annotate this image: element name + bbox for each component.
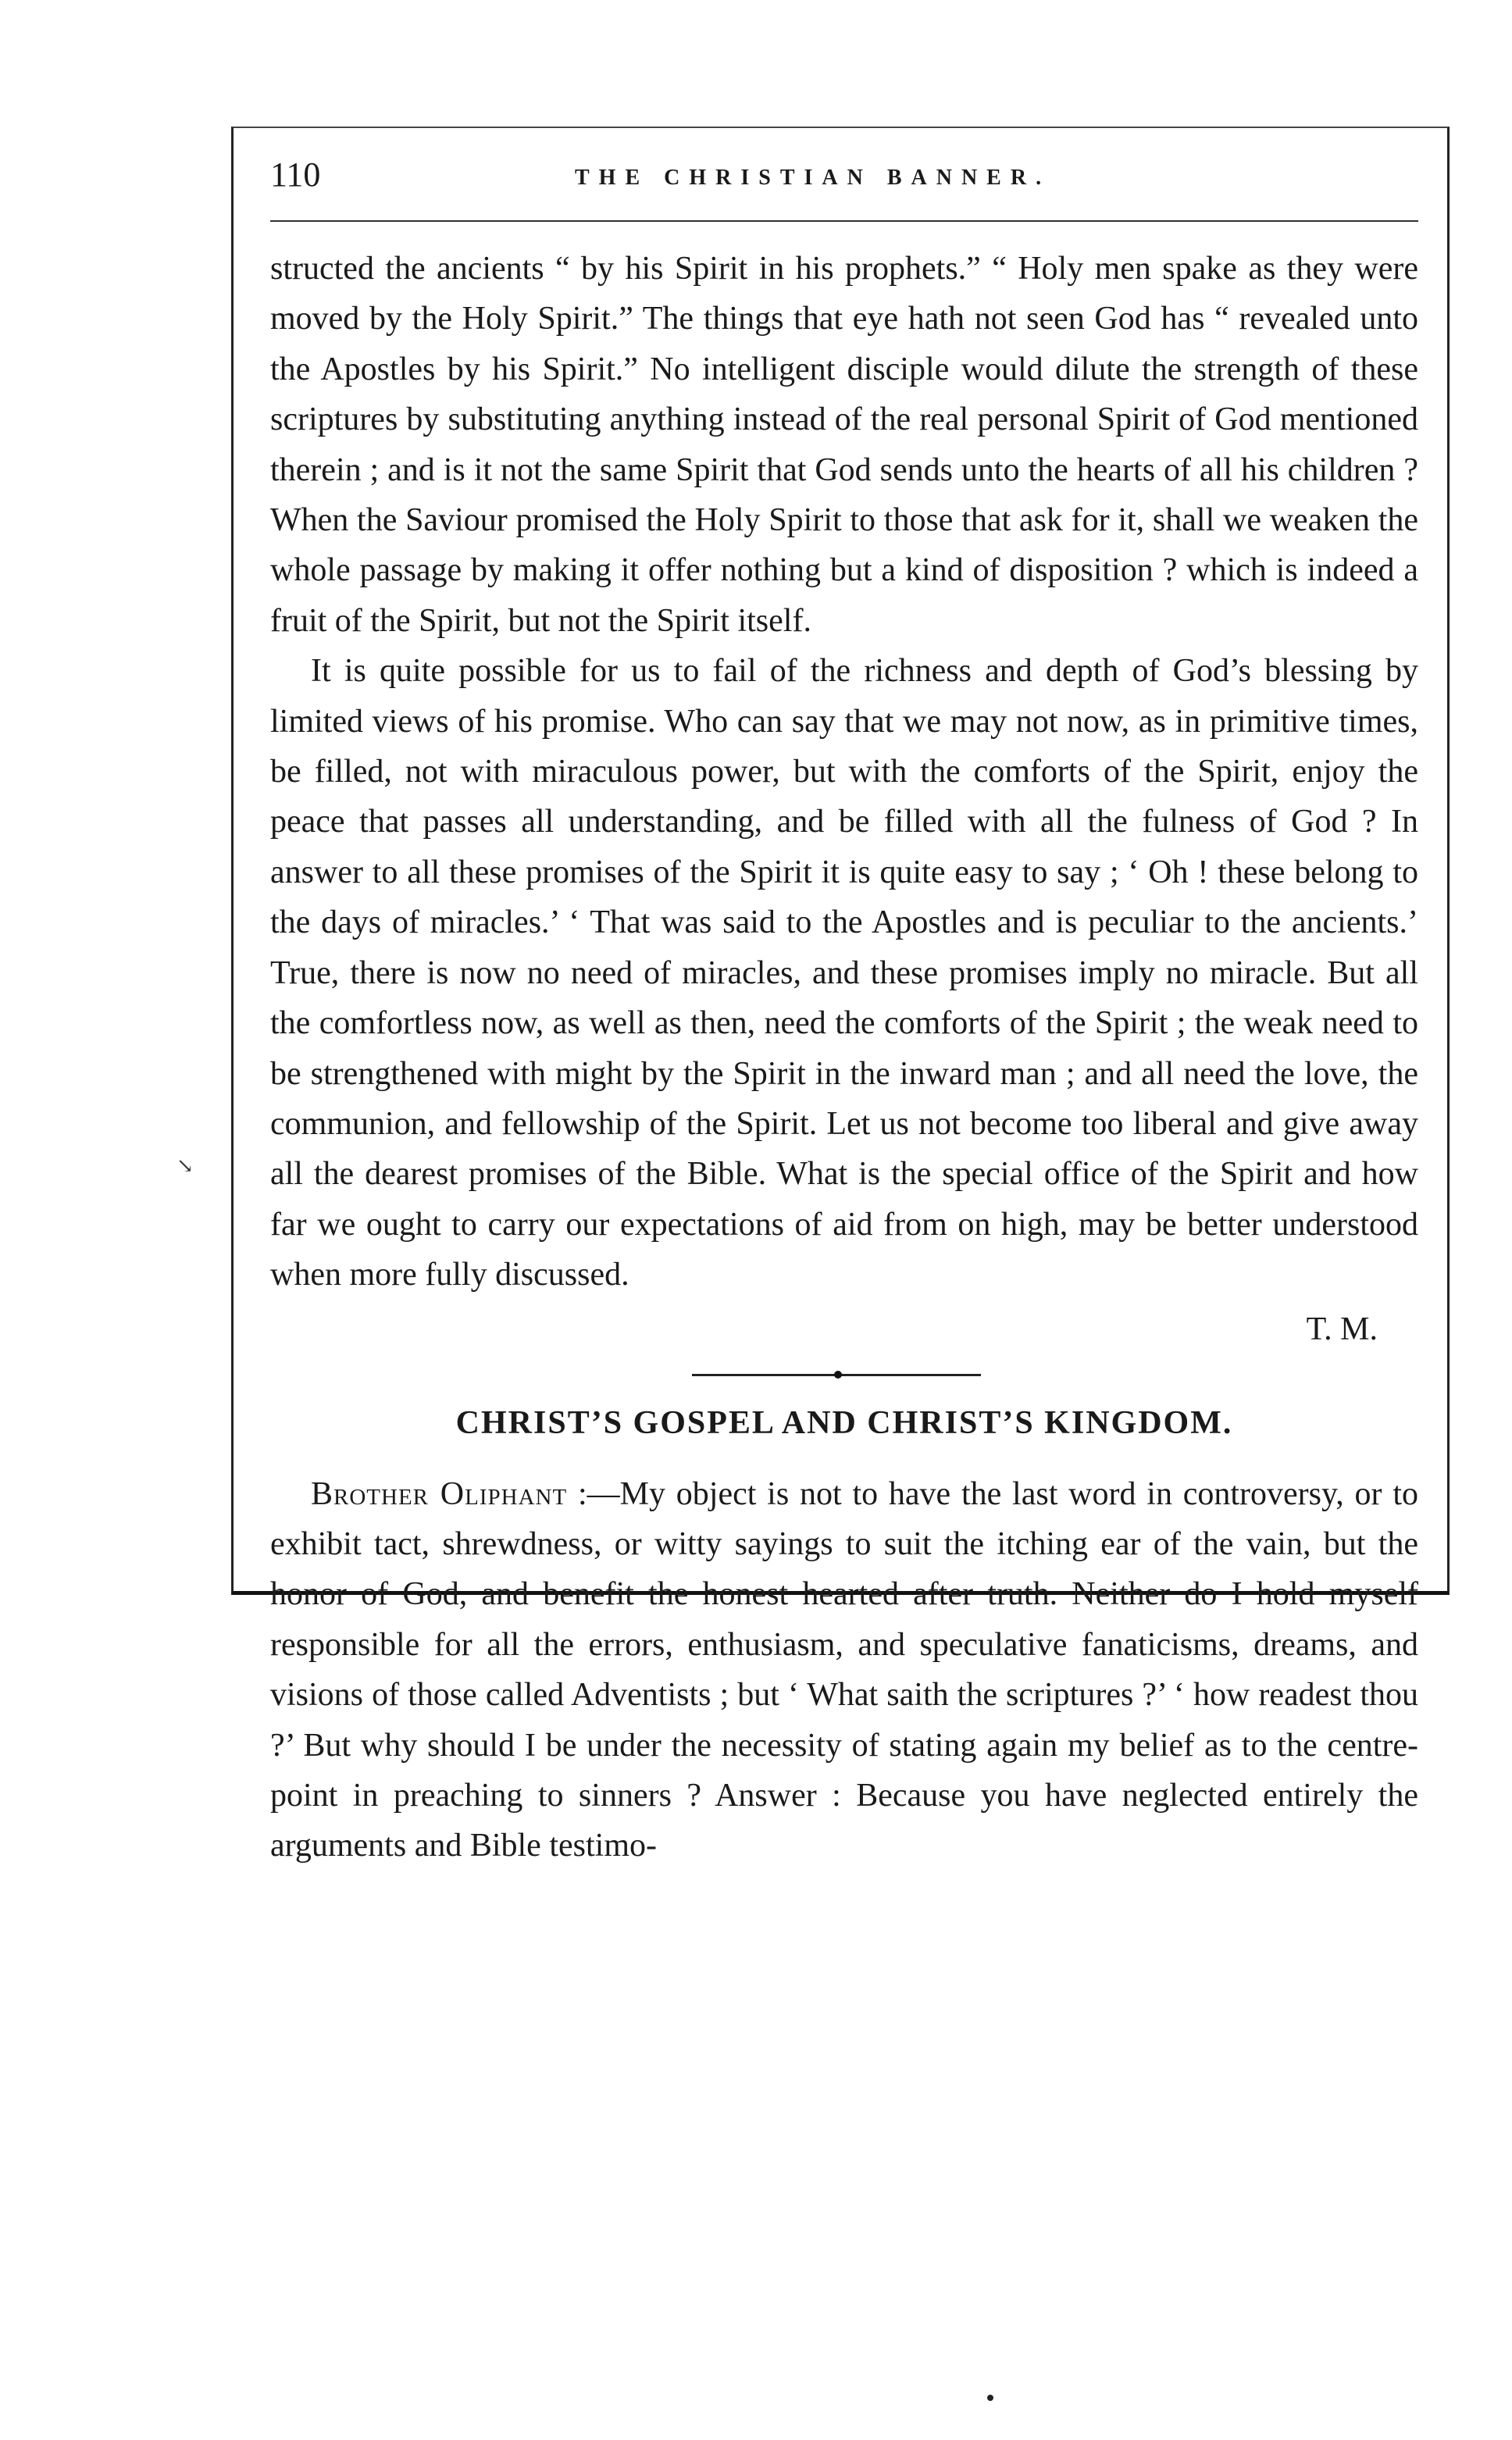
article-two-heading: CHRIST’S GOSPEL AND CHRIST’S KINGDOM. bbox=[455, 1404, 1233, 1441]
page-body bbox=[270, 244, 1418, 1871]
page-number: 110 bbox=[270, 155, 321, 194]
header-rule bbox=[270, 220, 1418, 222]
salutation: Brother Oliphant bbox=[311, 1475, 568, 1512]
section-divider bbox=[270, 1358, 1418, 1389]
ink-speck bbox=[987, 2395, 993, 2401]
article-two-paragraph-1 bbox=[270, 1469, 1418, 1871]
divider-ornament bbox=[834, 1371, 842, 1379]
article-one-paragraph-2: It is quite possible for us to fail of the richness and depth of God’s blessing by limited views of his promise. Who can say that we may not now, as in primitive times, be filled, not with miraculous power, but with the comforts of the Spirit, enjoy the peace that passes all understanding, and be filled with all the fulness of God ? In answer to all these promises of the Spirit it is quite easy to say ; ‘ Oh ! these belong to the days of miracles.’ ‘ That was said to the Apostles and is peculiar to the ancients.’ True, there is now no need of miracles, and these promises imply no miracle. But all the comfortless now, as well as then, need the comforts of the Spirit ; the weak need to be strengthened with might by the Spirit in the inward man ; and all need the love, the communion, and fellowship of the Spirit. Let us not become too liberal and give away all the dearest promises of the Bible. What is the special office of the Spirit and how far we ought to carry our expectations of aid from on high, may be better understood when more fully discussed. bbox=[270, 653, 1418, 1293]
running-header bbox=[270, 155, 1418, 209]
article-two-paragraph-1-text: :—My object is not to have the last word in controversy, or to exhibit tact, shrewdness, or witty sayings to suit the itching ear of the vain, but the honor of God, and benefit the honest hearted after truth. Neither do I hold myself responsible for all the errors, enthusiasm, and speculative fanaticisms, dreams, and visions of those called Adventists ; but ‘ What saith the scriptures ?’ ‘ how readest thou ?’ But why should I be under the necessity of stating again my belief as to the centre-point in preaching to sinners ? Answer : Because you have neglected entirely the arguments and Bible testimo- bbox=[270, 1475, 1419, 1864]
running-title: THE CHRISTIAN BANNER. bbox=[575, 166, 1051, 190]
margin-mark: ↘ bbox=[177, 1154, 194, 1178]
article-one-paragraph-1: structed the ancients “ by his Spirit in his prophets.” “ Holy men spake as they were moved by the Holy Spirit.” The things that eye hath not seen God has “ revealed unto the Apostles by his Spirit.” No intelligent disciple would dilute the strength of these scriptures by substituting anything instead of the real personal Spirit of God mentioned therein ; and is it not the same Spirit that God sends unto the hearts of all his children ? When the Saviour promised the Holy Spirit to those that ask for it, shall we weaken the whole passage by making it offer nothing but a kind of disposition ? which is indeed a fruit of the Spirit, but not the Spirit itself. bbox=[270, 251, 1418, 639]
author-signature: T. M. bbox=[1306, 1311, 1378, 1347]
